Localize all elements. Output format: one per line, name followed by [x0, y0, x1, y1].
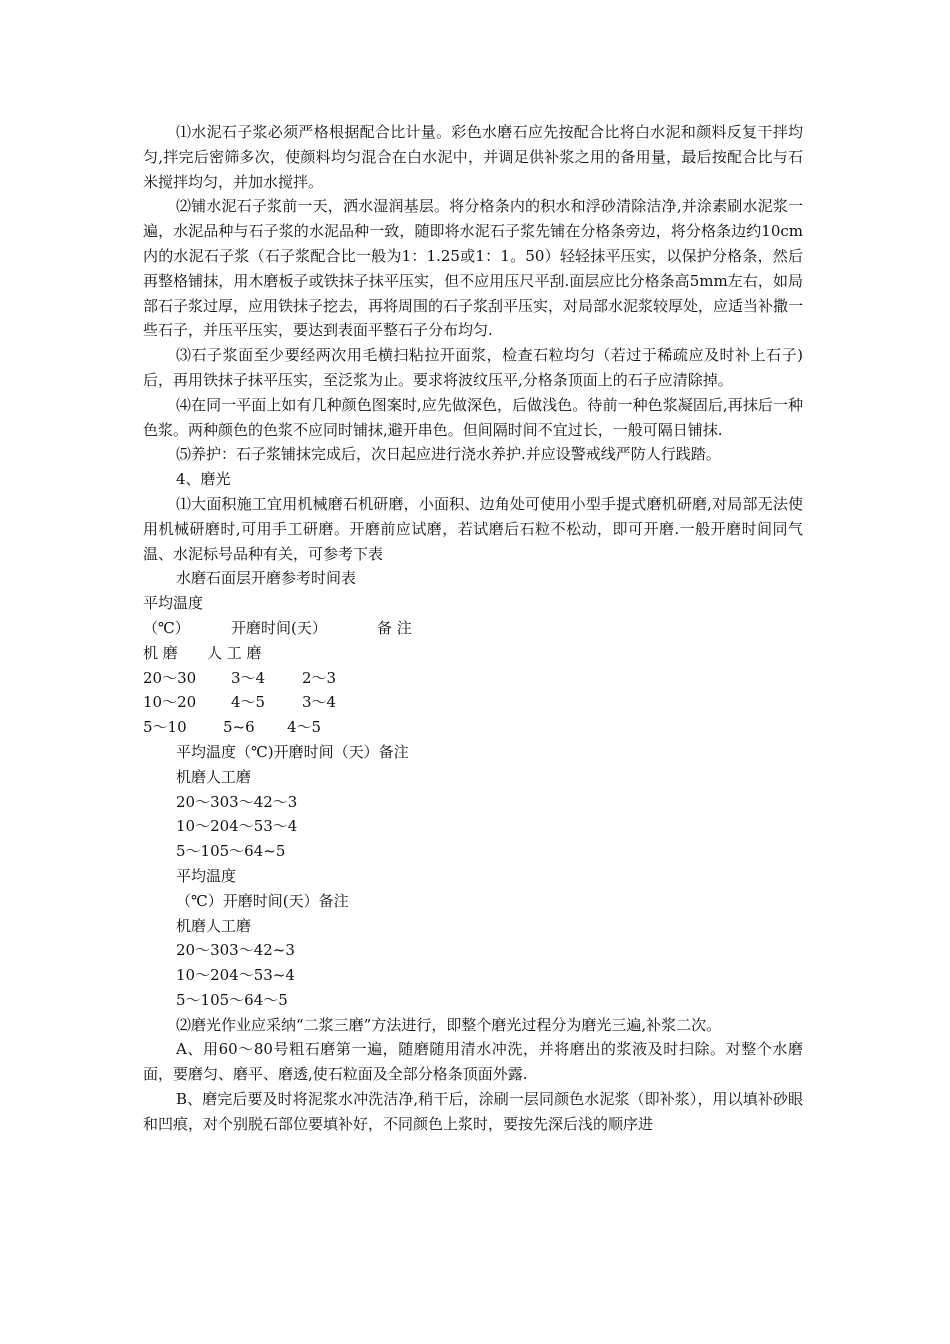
table-1-row	[143, 666, 803, 691]
table-1	[143, 591, 803, 740]
table-1-cell: 10～20	[143, 693, 197, 712]
section-heading-4: 4、磨光	[176, 470, 231, 489]
paragraph-5: ⑸养护：石子浆铺抹完成后，次日起应进行浇水养护.并应设警戒线严防人行践踏。	[176, 445, 721, 464]
document-page	[143, 120, 803, 1137]
table-title: 水磨石面层开磨参考时间表	[176, 569, 357, 588]
table-1-header-2	[143, 616, 803, 641]
table-1-cell: 20～30	[143, 668, 197, 687]
table-2	[143, 740, 803, 864]
table-1-header-3	[143, 641, 803, 666]
table-1-cell: 5～10	[143, 718, 187, 737]
table-1-header-2c: 备 注	[377, 618, 412, 637]
paragraph-2: ⑵铺水泥石子浆前一天，洒水湿润基层。将分格条内的积水和浮砂清除洁净,并涂素刷水泥浆一遍，水泥品种与石子浆的水泥品种一致，随即将水泥石子浆先铺在分格条旁边，将分格条边约10cm内的水泥石子浆（石子浆配合比一般为1：1.25或1：1。50）轻轻抹平压实，以保护分格条，然后再整格铺抹，用木磨板子或铁抹子抹平压实，但不应用压尺平刮.面层应比分格条高5mm左右，如局部石子浆过厚，应用铁抹子挖去，再将周围的石子浆刮平压实，对局部水泥浆较厚处，应适当补撒一些石子，并压平压实，要达到表面平整石子分布均匀.	[143, 197, 804, 340]
table-2-line: 平均温度（℃)开磨时间（天）备注	[176, 742, 409, 761]
table-1-header-2a: （℃）	[143, 618, 190, 637]
paragraph-4: ⑷在同一平面上如有几种颜色图案时,应先做深色，后做浅色。待前一种色浆凝固后,再抹后一种色浆。两种颜色的色浆不应同时铺抹,避开串色。但间隔时间不宜过长，一般可隔日铺抹.	[143, 395, 803, 439]
table-1-cell: 3～4	[302, 693, 337, 712]
table-1-header-3b: 人 工 磨	[207, 643, 262, 662]
table-3	[143, 864, 803, 1013]
table-1-cell: 3～4	[231, 668, 266, 687]
paragraph-9: B、磨完后要及时将泥浆水冲洗洁净,稍干后，涂刷一层同颜色水泥浆（即补浆），用以填补砂眼和凹痕，对个别脱石部位要填补好，不同颜色上浆时，要按先深后浅的顺序进	[143, 1090, 803, 1133]
paragraph-6: ⑴大面积施工宜用机械磨石机研磨，小面积、边角处可使用小型手提式磨机研磨,对局部无法使用机械研磨时,可用手工研磨。开磨前应试磨，若试磨后石粒不松动，即可开磨.一般开磨时间同气温、水泥标号品种有关，可参考下表	[143, 494, 803, 563]
table-1-cell: 4～5	[287, 718, 322, 737]
table-1-row	[143, 690, 803, 715]
table-1-header-3a: 机 磨	[143, 643, 178, 662]
table-2-line: 5～105～64~5	[176, 842, 286, 861]
paragraph-3: ⑶石子浆面至少要经两次用毛横扫粘拉开面浆，检查石粒均匀（若过于稀疏应及时补上石子)后，再用铁抹子抹平压实，至泛浆为止。要求将波纹压平,分格条顶面上的石子应清除掉。	[143, 346, 803, 389]
table-1-header-1: 平均温度	[143, 594, 204, 613]
table-3-line: （℃）开磨时间(天）备注	[176, 891, 349, 910]
table-3-line: 5～105～64～5	[176, 990, 288, 1009]
table-2-line: 20～303～42～3	[176, 792, 298, 811]
paragraph-8: A、用60～80号粗石磨第一遍，随磨随用清水冲洗，并将磨出的浆液及时扫除。对整个水磨面，要磨匀、磨平、磨透,使石粒面及全部分格条顶面外露.	[143, 1040, 803, 1084]
paragraph-1: ⑴水泥石子浆必须严格根据配合比计量。彩色水磨石应先按配合比将白水泥和颜料反复干拌均匀,拌完后密筛多次，使颜料均匀混合在白水泥中，并调足供补浆之用的备用量，最后按配合比与石米搅拌均匀，并加水搅拌。	[143, 123, 803, 191]
paragraph-7: ⑵磨光作业应采纳“二浆三磨”方法进行，即整个磨光过程分为磨光三遍,补浆二次。	[176, 1015, 722, 1034]
table-1-row	[143, 715, 803, 740]
table-1-cell: 4～5	[231, 693, 266, 712]
table-3-line: 平均温度	[176, 866, 237, 885]
table-3-line: 10～204～53~4	[176, 966, 295, 985]
table-2-line: 10～204～53～4	[176, 817, 298, 836]
table-1-cell: 5~6	[223, 718, 255, 737]
table-2-line: 机磨人工磨	[176, 767, 252, 786]
table-3-line: 20～303～42~3	[176, 941, 295, 960]
table-3-line: 机磨人工磨	[176, 916, 252, 935]
table-1-cell: 2～3	[302, 668, 337, 687]
table-1-header-2b: 开磨时间(天）	[231, 618, 327, 637]
